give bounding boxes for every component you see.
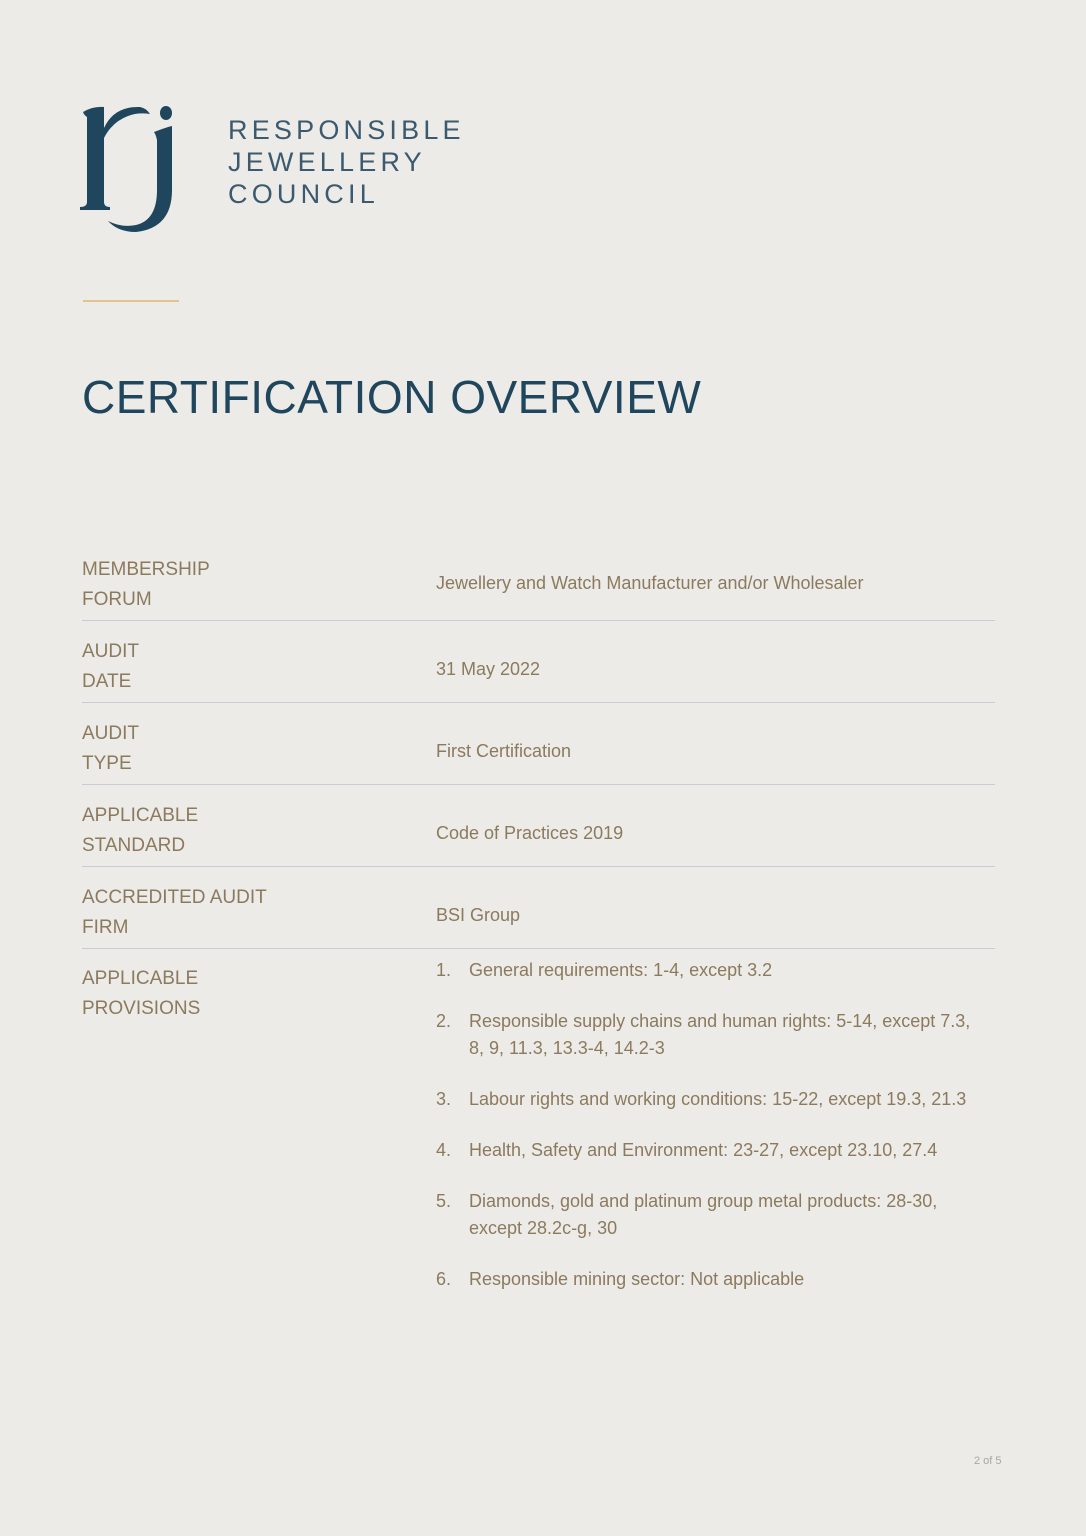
provision-item — [436, 957, 976, 984]
row-label — [82, 883, 402, 943]
provision-item — [436, 1086, 976, 1113]
provision-number: 2. — [436, 1011, 452, 1031]
row-label-line: AUDIT — [82, 641, 139, 662]
row-label-line: APPLICABLE — [82, 968, 199, 989]
provision-text: Labour rights and working conditions: 15-22, except 19.3, 21.3 — [469, 1089, 967, 1109]
brand-name — [228, 114, 465, 210]
brand-name-line: RESPONSIBLE — [228, 115, 465, 145]
row-label — [82, 555, 402, 615]
page-number: 2 of 5 — [974, 1455, 1002, 1467]
row-value: Code of Practices 2019 — [436, 823, 624, 843]
provision-number: 1. — [436, 960, 452, 980]
row-value: First Certification — [436, 741, 572, 761]
provision-text: Responsible mining sector: Not applicable — [469, 1269, 805, 1289]
provision-text: Health, Safety and Environment: 23-27, except 23.10, 27.4 — [469, 1140, 938, 1160]
provision-item — [436, 1188, 976, 1242]
provision-number: 6. — [436, 1269, 452, 1289]
row-label-line: TYPE — [82, 753, 132, 774]
row-label — [82, 637, 402, 697]
overview-row-audit-type — [82, 703, 995, 785]
provision-number: 5. — [436, 1191, 452, 1211]
certification-overview-table — [82, 554, 995, 1349]
provision-item — [436, 1137, 976, 1164]
row-value: Jewellery and Watch Manufacturer and/or Wholesaler — [436, 573, 864, 593]
provisions-list — [436, 957, 976, 1317]
rjc-logo — [80, 104, 465, 236]
page-title: CERTIFICATION OVERVIEW — [82, 371, 702, 423]
row-label-line: DATE — [82, 671, 132, 692]
row-label-line: ACCREDITED AUDIT — [82, 887, 267, 908]
overview-row-accredited-audit-firm — [82, 867, 995, 949]
row-label-line: APPLICABLE — [82, 805, 199, 826]
row-label-line: PROVISIONS — [82, 998, 201, 1019]
accent-divider — [83, 300, 179, 302]
brand-name-line: JEWELLERY — [228, 147, 426, 177]
provision-text: Diamonds, gold and platinum group metal products: 28-30, except 28.2c-g, 30 — [469, 1191, 938, 1238]
row-label-line: FIRM — [82, 917, 129, 938]
row-label — [82, 719, 402, 779]
row-label-line: AUDIT — [82, 723, 139, 744]
brand-name-line: COUNCIL — [228, 179, 379, 209]
provision-number: 4. — [436, 1140, 452, 1160]
row-value: 31 May 2022 — [436, 659, 541, 679]
provision-item — [436, 1008, 976, 1062]
overview-row-membership-forum — [82, 554, 995, 621]
provision-text: General requirements: 1-4, except 3.2 — [469, 960, 773, 980]
overview-row-applicable-standard — [82, 785, 995, 867]
row-label-line: STANDARD — [82, 835, 186, 856]
row-label-line: MEMBERSHIP — [82, 559, 210, 580]
rj-monogram-icon — [80, 104, 180, 236]
provision-item — [436, 1266, 976, 1293]
row-label-line: FORUM — [82, 589, 152, 610]
row-label — [82, 964, 402, 1024]
overview-row-audit-date — [82, 621, 995, 703]
provision-number: 3. — [436, 1089, 452, 1109]
provision-text: Responsible supply chains and human rights: 5-14, except 7.3, 8, 9, 11.3, 13.3-4, 14.2-3 — [469, 1011, 971, 1058]
row-label — [82, 801, 402, 861]
row-value: BSI Group — [436, 905, 521, 925]
overview-row-applicable-provisions — [82, 949, 995, 1349]
